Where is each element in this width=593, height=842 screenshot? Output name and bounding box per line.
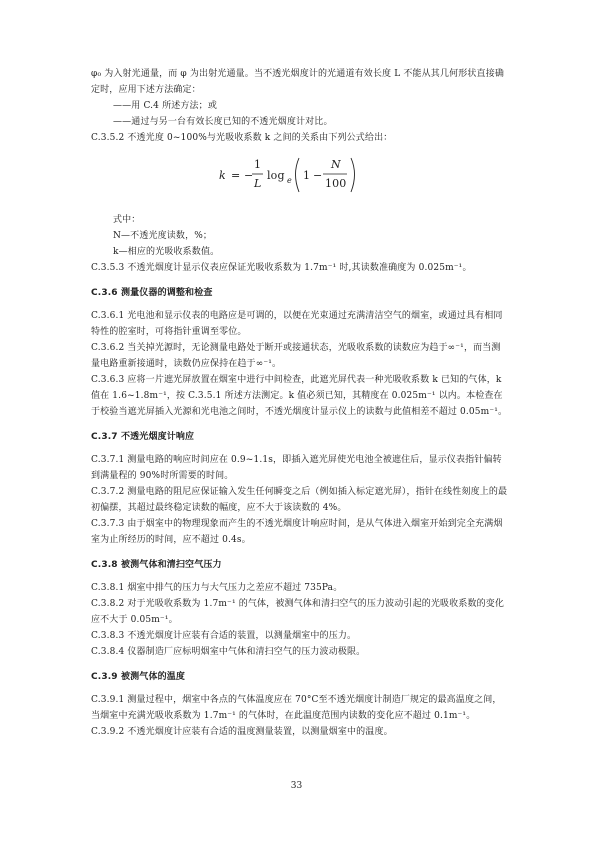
formula-numerator-one: 1 <box>254 158 262 171</box>
paragraph: C.3.9.1 测量过程中，烟室中各点的气体温度应在 70°C至不透光烟度计制造厂规定的最高温度之间，当烟室中充满光吸收系数为 1.7m⁻¹ 的气体时，在此温度范围内读数的变化应不超过 0.1m⁻¹。 <box>91 695 502 721</box>
formula-equals: = <box>231 169 241 182</box>
paragraph: C.3.7.3 由于烟室中的物理现象而产生的不透光烟度计响应时间，是从气体进入烟室开始到完全充满烟室为止所经历的时间，应不超过 0.4s。 <box>91 519 503 545</box>
formula-hundred: 100 <box>325 177 347 190</box>
formula-log: log <box>267 169 285 182</box>
section-heading: C.3.6 测量仪器的调整和检查 <box>91 288 213 298</box>
paragraph: C.3.5.3 不透光烟度计显示仪表应保证光吸收系数为 1.7m⁻¹ 时,其读数准确度为 0.025m⁻¹。 <box>91 263 472 273</box>
formula-N: N <box>331 158 341 171</box>
paragraph: ——通过与另一台有效长度已知的不透光烟度计对比。 <box>113 117 333 127</box>
paragraph: C.3.6.1 光电池和显示仪表的电路应是可调的，以便在光束通过充满清洁空气的烟室，或通过具有相同特性的腔室时，可将指针重调至零位。 <box>91 311 503 337</box>
paragraph: φ₀ 为入射光通量，而 φ 为出射光通量。当不透光烟度计的光通道有效长度 L 不能从其几何形状直接确定时，应用下述方法确定： <box>91 69 504 95</box>
paragraph: C.3.8.3 不透光烟度计应装有合适的装置，以测量烟室中的压力。 <box>91 631 357 641</box>
paragraph: k—相应的光吸收系数值。 <box>113 247 220 257</box>
paragraph: C.3.6.3 应将一片遮光屏放置在烟室中进行中间检查，此遮光屏代表一种光吸收系数 k 已知的气体，k 值在 1.6~1.8m⁻¹，按 C.3.5.1 所述方法测定。k 值必须已知，其精度在 0.025m⁻¹ 以内。本检查在于校验当遮光屏插入光源和光电池之间时，不透光烟度计显示仪上的读数与此值相差不超过 0.05m⁻¹。 <box>91 375 508 417</box>
formula <box>91 148 509 206</box>
formula-graphic <box>215 148 385 200</box>
paragraph: C.3.7.1 测量电路的响应时间应在 0.9~1.1s，即插入遮光屏使光电池全被遮住后，显示仪表指针偏转到满量程的 90%时所需要的时间。 <box>91 455 502 481</box>
paragraph: C.3.8.4 仪器制造厂应标明烟室中气体和清扫空气的压力波动极限。 <box>91 647 366 657</box>
formula-one: 1 <box>303 169 311 182</box>
paragraph: C.3.9.2 不透光烟度计应装有合适的温度测量装置，以测量烟室中的温度。 <box>91 727 393 737</box>
paragraph: C.3.5.2 不透光度 0~100%与光吸收系数 k 之间的关系由下列公式给出： <box>91 133 393 143</box>
formula-minus: − <box>244 169 254 182</box>
paragraph: 式中： <box>113 215 141 225</box>
paragraph: C.3.6.2 当关掉光源时，无论测量电路处于断开或接通状态，光吸收系数的读数应为趋于∞⁻¹，而当测量电路重新接通时，读数仍应保持在趋于∞⁻¹。 <box>91 343 501 369</box>
paragraph: C.3.7.2 测量电路的阻尼应保证输入发生任何瞬变之后（例如插入标定遮光屏），指针在线性刻度上的最初偏摆，其超过最终稳定读数的幅度，应不大于该读数的 4%。 <box>91 487 508 513</box>
paragraph: N—不透光度读数，%； <box>113 231 213 241</box>
section-heading: C.3.8 被测气体和清扫空气压力 <box>91 560 222 570</box>
paragraph: C.3.8.2 对于光吸收系数为 1.7m⁻¹ 的气体，被测气体和清扫空气的压力波动引起的光吸收系数的变化应不大于 0.05m⁻¹。 <box>91 599 505 625</box>
section-heading: C.3.9 被测气体的温度 <box>91 672 186 682</box>
paragraph: C.3.8.1 烟室中排气的压力与大气压力之差应不超过 735Pa。 <box>91 583 343 593</box>
formula-L: L <box>254 177 262 190</box>
section-heading: C.3.7 不透光烟度计响应 <box>91 432 195 442</box>
formula-log-base: e <box>287 176 292 185</box>
page-number: 33 <box>290 781 303 791</box>
formula-minus-2: − <box>313 169 323 182</box>
page-body <box>91 66 509 740</box>
formula-k: k <box>219 169 226 182</box>
paragraph: ——用 C.4 所述方法；或 <box>113 101 217 111</box>
